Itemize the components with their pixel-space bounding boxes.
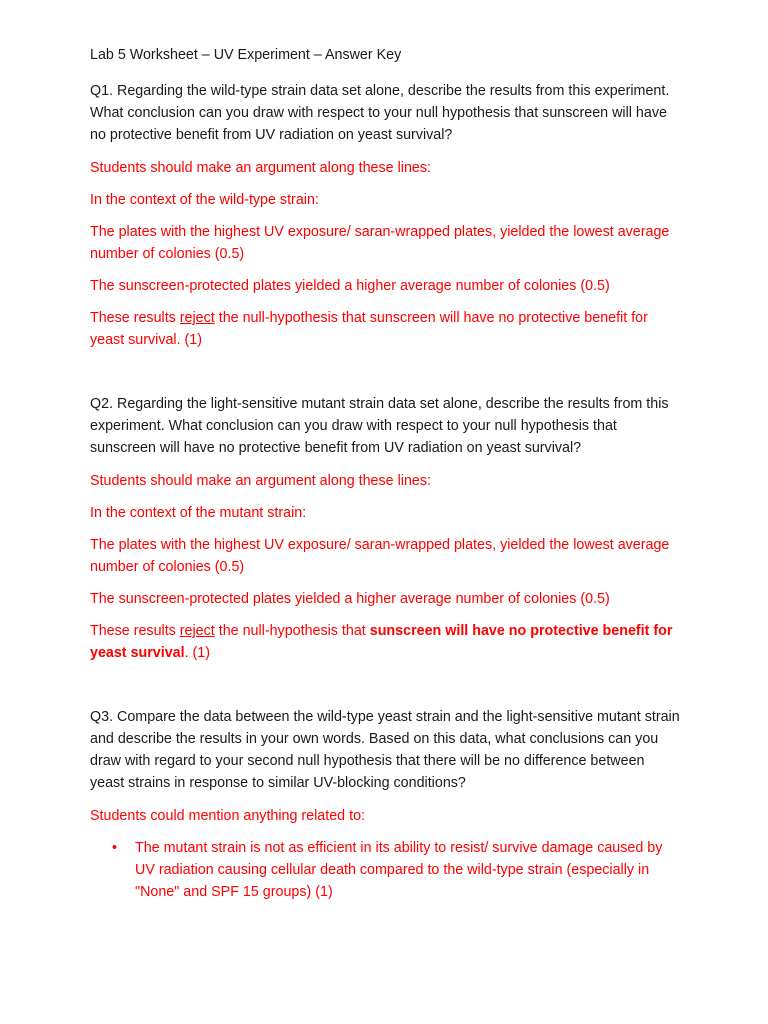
document-title: Lab 5 Worksheet – UV Experiment – Answer Key — [90, 47, 402, 63]
q1-answer-context: In the context of the wild-type strain: — [90, 192, 319, 208]
q2-conclusion-post: . (1) — [184, 645, 211, 661]
q3-bullet-text: The mutant strain is not as efficient in its ability to resist/ survive damage caused by UV radiation causing cellular death compared to the wild-type strain (especially in "None" and SPF 15 groups) (1) — [135, 840, 663, 900]
q2-conclusion-reject: reject — [179, 623, 215, 639]
q2-answer-point-2: The sunscreen-protected plates yielded a higher average number of colonies (0.5) — [90, 591, 610, 607]
bullet-icon: • — [112, 840, 118, 856]
q1-answer-point-1: The plates with the highest UV exposure/ saran-wrapped plates, yielded the lowest average number of colonies (0.5) — [90, 224, 670, 262]
worksheet-page — [90, 44, 680, 903]
q1-question: Q1. Regarding the wild-type strain data set alone, describe the results from this experiment. What conclusion can you draw with respect to your null hypothesis that sunscreen will have no protective benefit from UV radiation on yeast survival? — [90, 83, 670, 143]
q1-conclusion-reject: reject — [179, 310, 215, 326]
q1-answer-intro: Students should make an argument along these lines: — [90, 160, 431, 176]
q3-question: Q3. Compare the data between the wild-type yeast strain and the light-sensitive mutant strain and describe the results in your own words. Based on this data, what conclusions can you draw with regard to your second null hypothesis that there will be no difference between yeast strains in response to similar UV-blocking conditions? — [90, 709, 680, 791]
q2-conclusion-bold: sunscreen will have no protective benefit for yeast survival — [90, 623, 673, 661]
q2-answer-point-1: The plates with the highest UV exposure/ saran-wrapped plates, yielded the lowest average number of colonies (0.5) — [90, 537, 670, 575]
q2-answer-context: In the context of the mutant strain: — [90, 505, 307, 521]
q2-answer-intro: Students should make an argument along these lines: — [90, 473, 431, 489]
q3-answer-list — [90, 837, 680, 903]
q2-conclusion-pre: These results — [90, 623, 180, 639]
q1-conclusion-pre: These results — [90, 310, 180, 326]
list-item — [90, 837, 680, 903]
q1-answer-point-2: The sunscreen-protected plates yielded a higher average number of colonies (0.5) — [90, 278, 610, 294]
q1-answer-conclusion — [90, 307, 680, 351]
q3-answer-intro: Students could mention anything related to: — [90, 808, 365, 824]
q2-conclusion-mid: the null-hypothesis that — [214, 623, 370, 639]
q2-question: Q2. Regarding the light-sensitive mutant strain data set alone, describe the results from this experiment. What conclusion can you draw with respect to your null hypothesis that sunscreen will have no protective benefit from UV radiation on yeast survival? — [90, 396, 669, 456]
q2-answer-conclusion — [90, 620, 680, 664]
q1-conclusion-post: the null-hypothesis that sunscreen will have no protective benefit for yeast survival. (1) — [90, 310, 648, 348]
